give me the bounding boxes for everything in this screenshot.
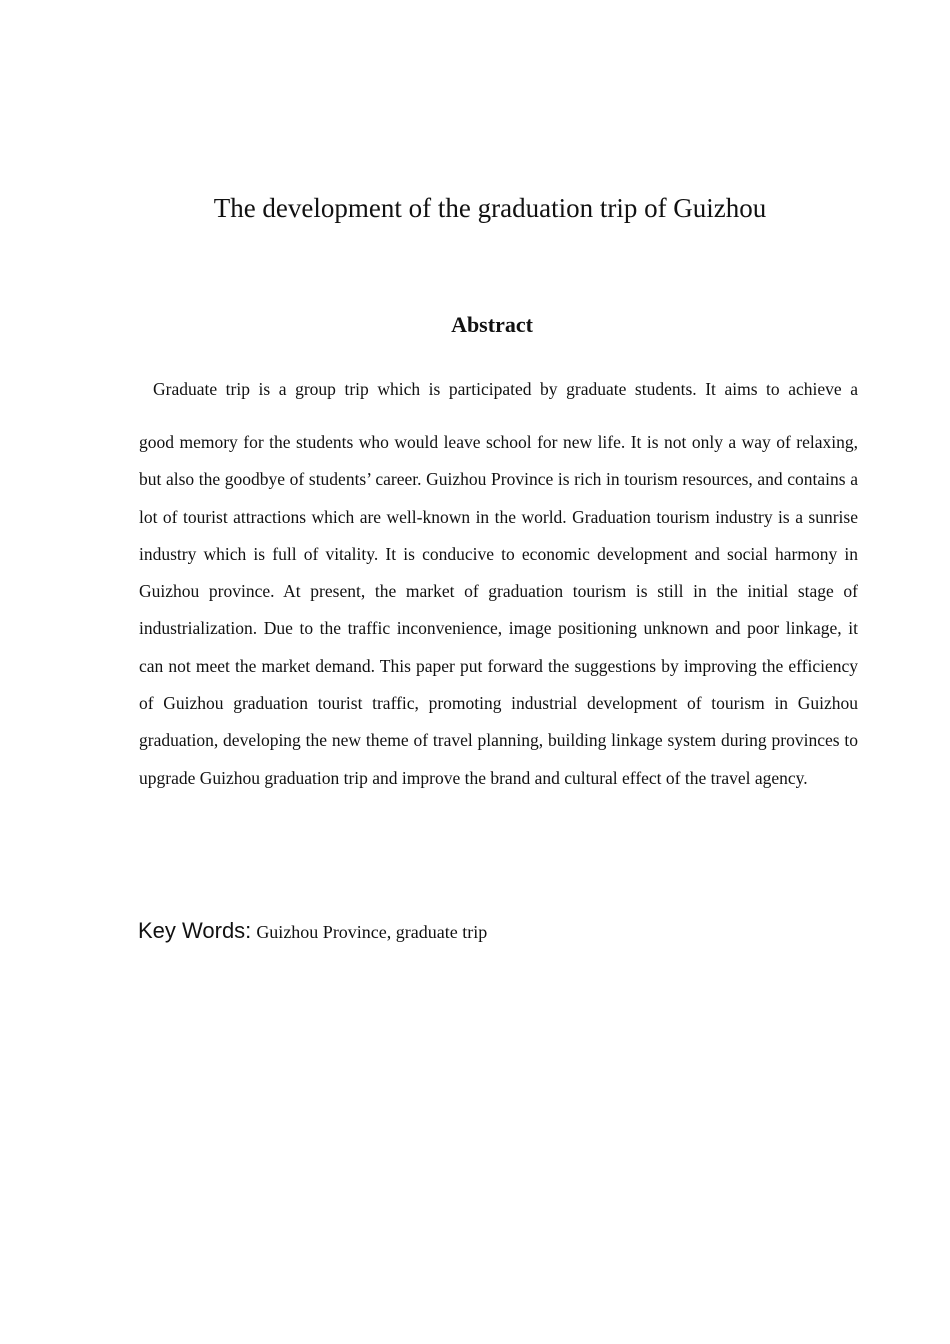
keywords-line	[138, 914, 857, 951]
document-title: The development of the graduation trip of Guizhou	[213, 193, 767, 223]
abstract-first-line: Graduate trip is a group trip which is participated by graduate students. It aims to achieve a	[153, 379, 858, 399]
abstract-heading: Abstract	[451, 312, 533, 337]
keywords-value: Guizhou Province, graduate trip	[256, 922, 488, 942]
abstract-body: good memory for the students who would leave school for new life. It is not only a way of relaxing, but also the goodbye of students’ career. Guizhou Province is rich in tourism resources, and contains a lot of tourist attractions which are well-known in the world. Graduation tourism industry is a sunrise industry which is full of vitality. It is conducive to economic development and social harmony in Guizhou province. At present, the market of graduation tourism is still in the initial stage of industrialization. Due to the traffic inconvenience, image positioning unknown and poor linkage, it can not meet the market demand. This paper put forward the suggestions by improving the efficiency of Guizhou graduation tourist traffic, promoting industrial development of tourism in Guizhou graduation, developing the new theme of travel planning, building linkage system during provinces to upgrade Guizhou graduation trip and improve the brand and cultural effect of the travel agency.	[139, 432, 858, 788]
keywords-label: Key Words:	[138, 918, 252, 943]
